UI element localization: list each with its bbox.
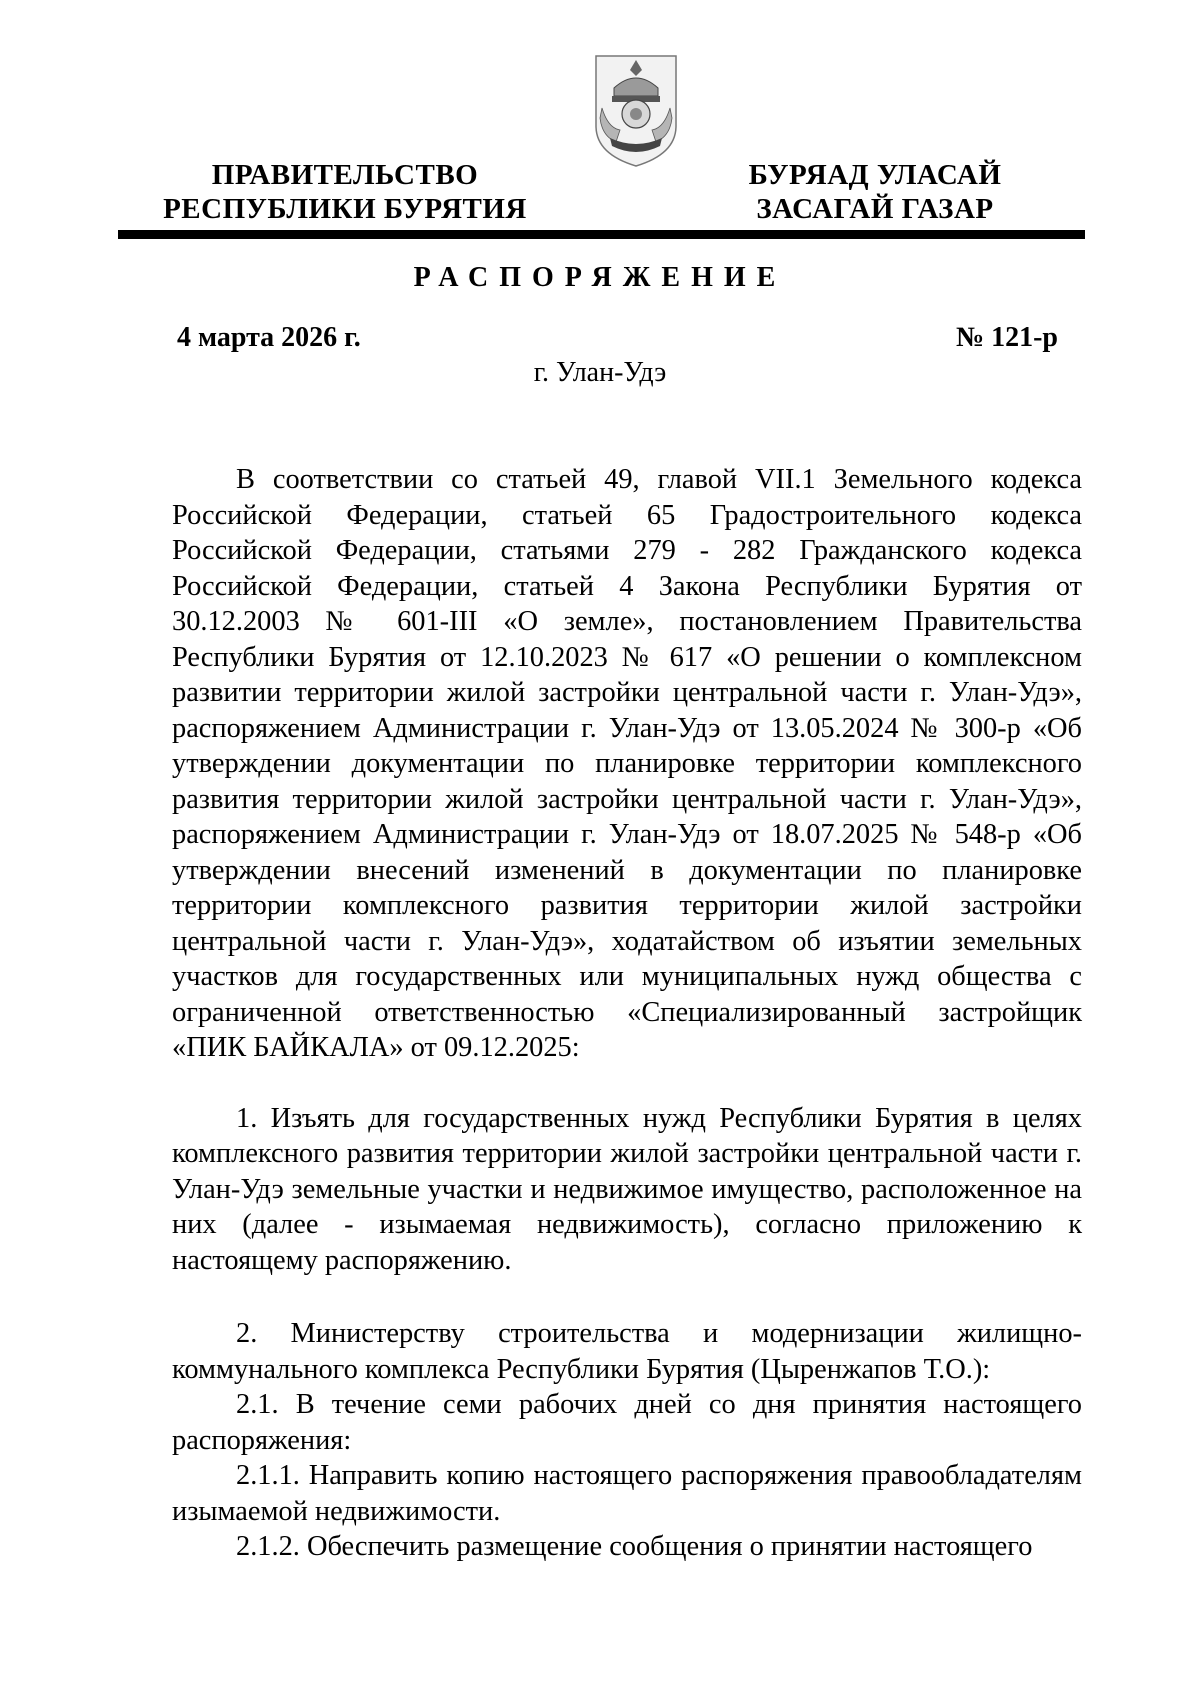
document-title: РАСПОРЯЖЕНИЕ — [413, 262, 787, 293]
document-body — [172, 462, 1082, 1565]
header-left-line2: РЕСПУБЛИКИ БУРЯТИЯ — [163, 193, 527, 225]
body-paragraph-preamble: В соответствии со статьей 49, главой VII.1 Земельного кодекса Российской Федерации, статьей 65 Градостроительного кодекса Российской Федерации, статьями 279 - 282 Гражданского кодекса Российской Федерации, статьей 4 Закона Республики Бурятия от 30.12.2003 № 601-III «О земле», постановлением Правительства Республики Бурятия от 12.10.2023 № 617 «О решении о комплексном развитии территории жилой застройки центральной части г. Улан-Удэ», распоряжением Администрации г. Улан-Удэ от 13.05.2024 № 300-р «Об утверждении документации по планировке территории комплексного развития территории жилой застройки центральной части г. Улан-Удэ», распоряжением Администрации г. Улан-Удэ от 18.07.2025 № 548-р «Об утверждении внесений изменений в документации по планировке территории комплексного развития территории жилой застройки центральной части г. Улан-Удэ», ходатайством об изъятии земельных участков для государственных или муниципальных нужд общества с ограниченной ответственностью «Специализированный застройщик «ПИК БАЙКАЛА» от 09.12.2025: — [172, 464, 1082, 1063]
body-paragraph-2: 2. Министерству строительства и модернизации жилищно-коммунального комплекса Республики Бурятия (Цыренжапов Т.О.): — [172, 1318, 1082, 1385]
document-date: 4 марта 2026 г. — [177, 322, 361, 353]
header-divider — [118, 230, 1085, 239]
body-paragraph-2-1: 2.1. В течение семи рабочих дней со дня принятия настоящего распоряжения: — [172, 1389, 1082, 1456]
header-left-line1: ПРАВИТЕЛЬСТВО — [211, 159, 479, 191]
body-paragraph-1: 1. Изъять для государственных нужд Республики Бурятия в целях комплексного развития территории жилой застройки центральной части г. Улан-Удэ земельные участки и недвижимое имущество, расположенное на них (далее - изымаемая недвижимость), согласно приложению к настоящему распоряжению. — [172, 1102, 1082, 1276]
document-number: № 121-р — [955, 322, 1058, 353]
body-paragraph-2-1-2: 2.1.2. Обеспечить размещение сообщения о принятии настоящего — [236, 1531, 1033, 1562]
document-city: г. Улан-Удэ — [533, 357, 667, 388]
header-right-block — [725, 158, 1025, 226]
header-right-line2: ЗАСАГАЙ ГАЗАР — [756, 193, 994, 225]
coat-of-arms-icon — [586, 46, 686, 170]
header-left-block — [155, 158, 535, 226]
body-paragraph-2-1-1: 2.1.1. Направить копию настоящего распоряжения правообладателям изымаемой недвижимости. — [172, 1460, 1082, 1527]
header-right-line1: БУРЯАД УЛАСАЙ — [748, 159, 1002, 191]
